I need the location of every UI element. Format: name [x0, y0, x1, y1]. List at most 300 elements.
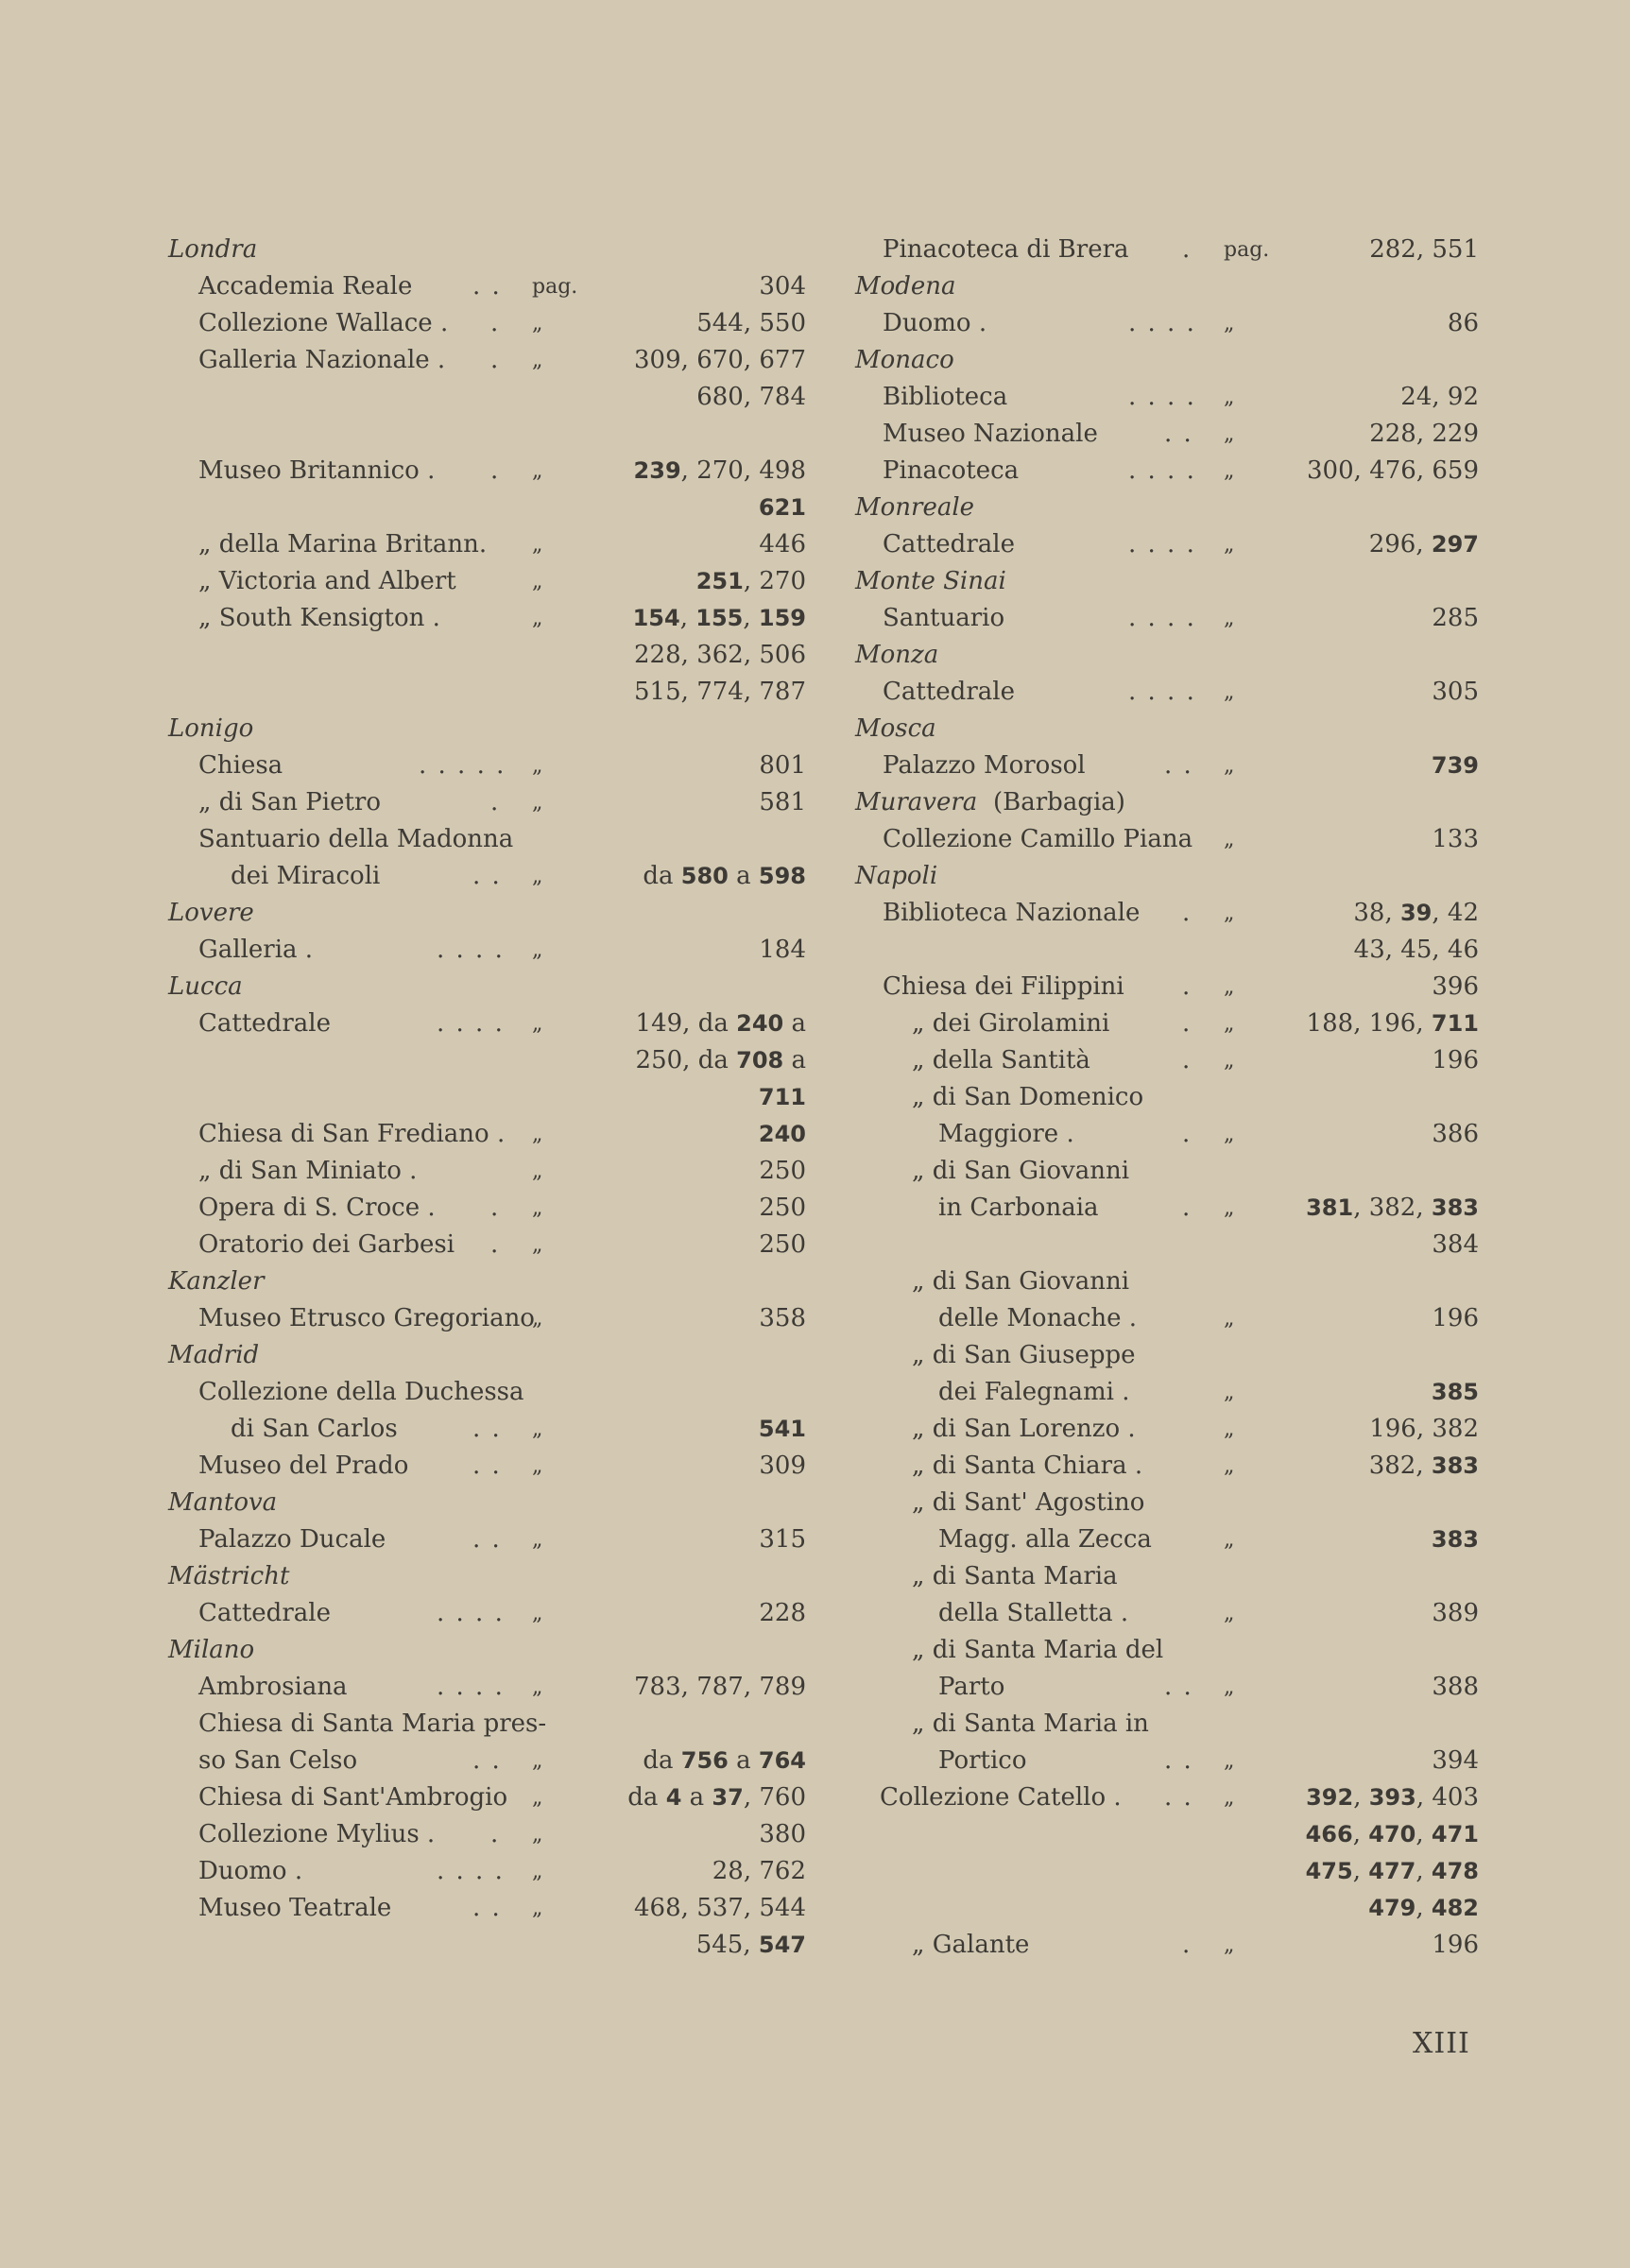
- index-row: [168, 747, 806, 784]
- page-numbers: 188, 196, 711: [1306, 1009, 1479, 1038]
- leader-dots: . .: [472, 1525, 502, 1554]
- leader-dots: .: [490, 1820, 501, 1848]
- leader-dots: .: [1182, 1120, 1192, 1148]
- leader-dots: . . . . .: [419, 751, 506, 780]
- page-prefix: „: [532, 1307, 543, 1331]
- index-row: [855, 379, 1479, 416]
- index-row: [168, 1595, 806, 1632]
- page-numbers: 309: [759, 1452, 806, 1480]
- page-prefix: „: [1224, 1749, 1235, 1773]
- index-row: [168, 416, 806, 453]
- page-prefix: „: [1224, 1528, 1235, 1552]
- page-prefix: „: [1224, 1049, 1235, 1073]
- leader-dots: . .: [1164, 1673, 1193, 1701]
- entry-label: Palazzo Morosol: [883, 751, 1086, 780]
- page-prefix: „: [1224, 1307, 1235, 1331]
- leader-dots: . . . .: [437, 1857, 505, 1885]
- entry-label: di San Carlos: [231, 1415, 398, 1443]
- index-row: [168, 1300, 806, 1337]
- page-numbers: 385: [1431, 1379, 1479, 1405]
- entry-label: Chiesa di San Frediano .: [198, 1120, 506, 1148]
- entry-label: Collezione della Duchessa: [198, 1378, 524, 1406]
- index-row: [855, 1227, 1479, 1263]
- leader-dots: .: [490, 456, 501, 485]
- page-numbers: 468, 537, 544: [634, 1894, 806, 1922]
- page-prefix: „: [1224, 1381, 1235, 1404]
- index-row: [855, 563, 1479, 600]
- index-row: [855, 711, 1479, 747]
- page-numbers: 541: [758, 1416, 806, 1442]
- page-numbers: da 4 a 37, 760: [627, 1783, 806, 1812]
- entry-label: „ di Sant' Agostino: [912, 1488, 1145, 1517]
- entry-label: dei Miracoli: [231, 862, 381, 890]
- index-row: [168, 1743, 806, 1779]
- leader-dots: .: [1182, 1931, 1192, 1959]
- index-row: [855, 1669, 1479, 1706]
- leader-dots: . . . .: [437, 1009, 505, 1038]
- leader-dots: . .: [1164, 751, 1193, 780]
- index-row: [168, 1485, 806, 1521]
- page-prefix: „: [532, 1675, 543, 1699]
- index-row: [168, 1448, 806, 1485]
- page-numbers: 386: [1432, 1120, 1479, 1148]
- index-row: [168, 1116, 806, 1153]
- page-numbers: 285: [1432, 604, 1479, 632]
- page-numbers: 383: [1431, 1526, 1479, 1553]
- page-numbers: 250: [759, 1194, 806, 1222]
- entry-label: Accademia Reale: [198, 272, 413, 301]
- index-row: [168, 1853, 806, 1890]
- entry-label: Pinacoteca: [883, 456, 1020, 485]
- entry-label: „ di San Domenico: [912, 1083, 1144, 1111]
- index-row: [855, 342, 1479, 379]
- entry-label: Cattedrale: [198, 1599, 331, 1627]
- entry-label: Collezione Camillo Piana: [883, 825, 1193, 853]
- place-heading: Monte Sinai: [855, 567, 1006, 595]
- page-prefix: „: [532, 1602, 543, 1625]
- entry-label: Chiesa dei Filippini: [883, 972, 1124, 1001]
- index-row: [855, 1005, 1479, 1042]
- leader-dots: .: [1182, 1046, 1192, 1074]
- index-row: [855, 1632, 1479, 1669]
- index-row: [855, 526, 1479, 563]
- entry-label: so San Celso: [198, 1746, 358, 1775]
- entry-label: Museo Britannico .: [198, 456, 436, 485]
- index-row: [855, 1927, 1479, 1964]
- page-numbers: 24, 92: [1400, 383, 1479, 411]
- page-numbers: 196, 382: [1369, 1415, 1479, 1443]
- page-numbers-continued: 228, 362, 506: [634, 641, 806, 669]
- index-row: [855, 1300, 1479, 1337]
- index-row: [168, 932, 806, 969]
- page-numbers-continued: 43, 45, 46: [1353, 936, 1479, 964]
- entry-label: Ambrosiana: [198, 1673, 348, 1701]
- leader-dots: . .: [472, 1415, 502, 1443]
- page-prefix: „: [532, 754, 543, 778]
- page-numbers: 446: [759, 530, 806, 558]
- entry-label: delle Monache .: [938, 1304, 1138, 1332]
- page-numbers: 133: [1432, 825, 1479, 853]
- page-numbers: 389: [1432, 1599, 1479, 1627]
- entry-label: „ di San Giovanni: [912, 1157, 1130, 1185]
- index-row: [855, 674, 1479, 711]
- page-prefix: „: [532, 533, 543, 557]
- page-prefix: „: [1224, 607, 1235, 630]
- page-numbers: 250: [759, 1230, 806, 1259]
- index-row: [168, 969, 806, 1005]
- index-row: [855, 1743, 1479, 1779]
- leader-dots: . . . .: [437, 1673, 505, 1701]
- place-heading: Kanzler: [168, 1267, 265, 1296]
- page-numbers-continued: 475, 477, 478: [1305, 1857, 1479, 1885]
- index-row: [855, 1521, 1479, 1558]
- index-row: [168, 711, 806, 747]
- index-row: [855, 969, 1479, 1005]
- page-prefix: „: [532, 312, 543, 335]
- entry-label: Chiesa di Santa Maria pres-: [198, 1710, 547, 1738]
- entry-label: „ dei Girolamini: [912, 1009, 1110, 1038]
- leader-dots: . .: [472, 862, 502, 890]
- index-row: [855, 1890, 1479, 1927]
- page-prefix: „: [1224, 312, 1235, 335]
- leader-dots: . . . .: [437, 1599, 505, 1627]
- page-numbers: 228: [759, 1599, 806, 1627]
- entry-label: Pinacoteca di Brera: [883, 235, 1129, 264]
- page-numbers: 388: [1432, 1673, 1479, 1701]
- leader-dots: . . . .: [1128, 456, 1196, 485]
- entry-label: „ di San Miniato .: [198, 1157, 418, 1185]
- page-numbers-continued: 479, 482: [1368, 1894, 1479, 1922]
- entry-label: Museo del Prado: [198, 1452, 409, 1480]
- page-numbers: 392, 393, 403: [1306, 1783, 1479, 1812]
- entry-label: Museo Nazionale: [883, 420, 1098, 448]
- index-row: [168, 784, 806, 821]
- page-prefix: „: [532, 459, 543, 483]
- page-numbers: 783, 787, 789: [634, 1673, 806, 1701]
- page-numbers-continued: 384: [1432, 1230, 1479, 1259]
- page-numbers: 581: [759, 788, 806, 816]
- index-row: [168, 1558, 806, 1595]
- entry-label: „ Victoria and Albert: [198, 567, 456, 595]
- place-heading: Lovere: [168, 899, 254, 927]
- entry-label: Galleria .: [198, 936, 314, 964]
- entry-label: Cattedrale: [883, 530, 1015, 558]
- index-row: [168, 1337, 806, 1374]
- page-numbers: 240: [758, 1121, 806, 1147]
- page-numbers: 801: [759, 751, 806, 780]
- page-prefix: „: [532, 1823, 543, 1847]
- index-row: [855, 1190, 1479, 1227]
- index-row: [168, 1190, 806, 1227]
- page-prefix: „: [1224, 1123, 1235, 1146]
- entry-label: „ di Santa Chiara .: [912, 1452, 1143, 1480]
- page-prefix: „: [1224, 1786, 1235, 1810]
- index-row: [168, 1706, 806, 1743]
- index-row: [855, 1485, 1479, 1521]
- place-heading: Lucca: [168, 972, 243, 1001]
- place-heading: Mantova: [168, 1488, 278, 1517]
- page-numbers-continued: 250, da 708 a: [635, 1046, 806, 1074]
- index-row: [168, 1890, 806, 1927]
- page-prefix: „: [1224, 386, 1235, 409]
- index-row: [855, 1374, 1479, 1411]
- index-row: [168, 232, 806, 268]
- place-heading: Mosca: [855, 714, 936, 743]
- leader-dots: . . . .: [1128, 604, 1196, 632]
- page-numbers: 739: [1431, 752, 1479, 779]
- page-numbers: 296, 297: [1368, 530, 1479, 558]
- entry-label: „ di San Lorenzo .: [912, 1415, 1136, 1443]
- entry-label: Santuario: [883, 604, 1005, 632]
- entry-label: dei Falegnami .: [938, 1378, 1130, 1406]
- index-row: [855, 1042, 1479, 1079]
- index-row: [168, 858, 806, 895]
- page-numbers-continued: 466, 470, 471: [1305, 1820, 1479, 1848]
- index-row: [168, 1632, 806, 1669]
- place-heading: Muravera: [855, 788, 978, 816]
- index-row: [168, 268, 806, 305]
- place-heading: Mästricht: [168, 1562, 290, 1590]
- entry-label: Biblioteca Nazionale: [883, 899, 1141, 927]
- entry-label: Galleria Nazionale .: [198, 346, 446, 374]
- place-heading: Lonigo: [168, 714, 254, 743]
- index-row: [855, 1853, 1479, 1890]
- index-row: [168, 1153, 806, 1190]
- page-numbers: 304: [759, 272, 806, 301]
- page-numbers-continued: 621: [758, 494, 806, 521]
- page-prefix: „: [1224, 422, 1235, 446]
- entry-label: Cattedrale: [198, 1009, 331, 1038]
- entry-label: Cattedrale: [883, 678, 1015, 706]
- page-prefix: „: [532, 1418, 543, 1441]
- place-heading: Monreale: [855, 493, 975, 522]
- index-row: [855, 1116, 1479, 1153]
- index-row: [168, 821, 806, 858]
- index-row: [168, 379, 806, 416]
- index-row: [855, 1411, 1479, 1448]
- index-row: [855, 268, 1479, 305]
- entry-label: „ della Marina Britann.: [198, 530, 488, 558]
- leader-dots: . . . .: [1128, 309, 1196, 337]
- page-numbers-continued: 515, 774, 787: [634, 678, 806, 706]
- index-row: [168, 563, 806, 600]
- index-row: [855, 1263, 1479, 1300]
- index-row: [168, 600, 806, 637]
- entry-label: Chiesa: [198, 751, 283, 780]
- index-row: [168, 526, 806, 563]
- index-row: [855, 1558, 1479, 1595]
- page-number: XIII: [1413, 2027, 1470, 2060]
- index-row: [168, 637, 806, 674]
- leader-dots: . .: [1164, 1783, 1193, 1812]
- page-numbers: 184: [759, 936, 806, 964]
- index-row: [855, 784, 1479, 821]
- place-heading: Milano: [168, 1636, 255, 1664]
- page-prefix: „: [1224, 680, 1235, 704]
- page-prefix: „: [1224, 1675, 1235, 1699]
- index-row: [168, 490, 806, 526]
- entry-label: „ di San Pietro: [198, 788, 382, 816]
- index-row: [855, 232, 1479, 268]
- page-numbers: 394: [1432, 1746, 1479, 1775]
- entry-label: in Carbonaia: [938, 1194, 1099, 1222]
- entry-label: Duomo .: [198, 1857, 303, 1885]
- entry-label: „ South Kensigton .: [198, 604, 440, 632]
- index-row: [855, 1779, 1479, 1816]
- place-heading: Monza: [855, 641, 939, 669]
- page-numbers: 250: [759, 1157, 806, 1185]
- page-prefix: „: [532, 1749, 543, 1773]
- entry-label: della Stalletta .: [938, 1599, 1129, 1627]
- page-prefix: „: [532, 1454, 543, 1478]
- page-prefix: „: [1224, 975, 1235, 999]
- entry-label: Duomo .: [883, 309, 987, 337]
- entry-label: Parto: [938, 1673, 1005, 1701]
- page-prefix: „: [532, 938, 543, 962]
- page-numbers: 196: [1432, 1304, 1479, 1332]
- place-heading: Modena: [855, 272, 956, 301]
- page-numbers: 196: [1432, 1046, 1479, 1074]
- index-row: [168, 1816, 806, 1853]
- page-numbers: 38, 39, 42: [1353, 899, 1479, 927]
- index-row: [855, 747, 1479, 784]
- index-row: [855, 1337, 1479, 1374]
- leader-dots: . .: [472, 1894, 502, 1922]
- page-numbers: 305: [1432, 678, 1479, 706]
- index-row: [855, 1816, 1479, 1853]
- entry-label: „ di San Giovanni: [912, 1267, 1130, 1296]
- index-row: [168, 895, 806, 932]
- index-row: [168, 1411, 806, 1448]
- page-numbers-continued: 711: [758, 1084, 806, 1110]
- page-numbers: da 580 a 598: [643, 862, 806, 890]
- page-prefix: „: [532, 1123, 543, 1146]
- page-prefix: „: [532, 570, 543, 593]
- index-row: [168, 1227, 806, 1263]
- entry-label: „ di Santa Maria del: [912, 1636, 1164, 1664]
- index-row: [855, 1153, 1479, 1190]
- entry-label: Palazzo Ducale: [198, 1525, 386, 1554]
- page-numbers: 544, 550: [696, 309, 806, 337]
- leader-dots: .: [1182, 899, 1192, 927]
- page-prefix: „: [532, 1860, 543, 1883]
- place-heading: Londra: [168, 235, 258, 264]
- page-prefix: pag.: [1224, 238, 1270, 262]
- page-numbers: 300, 476, 659: [1307, 456, 1479, 485]
- page-numbers: 86: [1447, 309, 1479, 337]
- index-row: [168, 1927, 806, 1964]
- index-row: [168, 1374, 806, 1411]
- entry-label: „ di San Giuseppe: [912, 1341, 1136, 1369]
- index-row: [168, 1521, 806, 1558]
- page-numbers-continued: 680, 784: [696, 383, 806, 411]
- page-numbers: da 756 a 764: [643, 1746, 806, 1775]
- page-numbers-continued: 545, 547: [695, 1931, 806, 1959]
- entry-label: Magg. alla Zecca: [938, 1525, 1152, 1554]
- entry-label: Chiesa di Sant'Ambrogio: [198, 1783, 508, 1812]
- page-numbers: 358: [759, 1304, 806, 1332]
- index-row: [168, 1079, 806, 1116]
- leader-dots: . .: [472, 272, 502, 301]
- index-row: [855, 858, 1479, 895]
- page-prefix: „: [532, 1528, 543, 1552]
- page-numbers: 154, 155, 159: [632, 604, 806, 632]
- index-row: [855, 305, 1479, 342]
- leader-dots: .: [1182, 1194, 1192, 1222]
- index-row: [855, 600, 1479, 637]
- page-prefix: „: [1224, 754, 1235, 778]
- entry-label: Collezione Catello .: [880, 1783, 1122, 1812]
- entry-label: Museo Etrusco Gregoriano: [198, 1304, 535, 1332]
- page-numbers: 228, 229: [1369, 420, 1479, 448]
- leader-dots: .: [490, 1230, 501, 1259]
- page-numbers: 396: [1432, 972, 1479, 1001]
- index-row: [168, 305, 806, 342]
- page-numbers: 380: [759, 1820, 806, 1848]
- page-prefix: „: [532, 607, 543, 630]
- index-row: [168, 674, 806, 711]
- index-row: [168, 342, 806, 379]
- page-prefix: „: [1224, 459, 1235, 483]
- page-prefix: „: [1224, 1602, 1235, 1625]
- entry-label: Opera di S. Croce .: [198, 1194, 436, 1222]
- leader-dots: .: [490, 1194, 501, 1222]
- place-heading: Napoli: [855, 862, 938, 890]
- index-row: [855, 416, 1479, 453]
- page-numbers: 28, 762: [712, 1857, 806, 1885]
- leader-dots: .: [1182, 1009, 1192, 1038]
- page-prefix: „: [1224, 1933, 1235, 1957]
- index-row: [855, 1079, 1479, 1116]
- page-prefix: „: [532, 791, 543, 815]
- leader-dots: . . . .: [1128, 383, 1196, 411]
- index-row: [855, 1448, 1479, 1485]
- page-prefix: „: [532, 1233, 543, 1257]
- index-row: [855, 1595, 1479, 1632]
- page-numbers: 381, 382, 383: [1306, 1194, 1479, 1222]
- entry-label: Oratorio dei Garbesi: [198, 1230, 455, 1259]
- page-prefix: „: [532, 865, 543, 888]
- page-prefix: „: [532, 1160, 543, 1183]
- page-numbers: 382, 383: [1368, 1452, 1479, 1480]
- index-row: [168, 1042, 806, 1079]
- index-row: [168, 1005, 806, 1042]
- place-heading-note: (Barbagia): [993, 788, 1125, 816]
- page-prefix: pag.: [532, 275, 578, 299]
- entry-label: Collezione Wallace .: [198, 309, 449, 337]
- entry-label: Portico: [938, 1746, 1027, 1775]
- page-numbers: 282, 551: [1369, 235, 1479, 264]
- leader-dots: . .: [472, 1452, 502, 1480]
- index-row: [855, 490, 1479, 526]
- index-row: [855, 453, 1479, 490]
- page-numbers: 315: [759, 1525, 806, 1554]
- page-prefix: „: [1224, 1012, 1235, 1036]
- index-row: [855, 932, 1479, 969]
- place-heading: Monaco: [855, 346, 954, 374]
- index-row: [855, 895, 1479, 932]
- place-heading: Madrid: [168, 1341, 260, 1369]
- page-numbers: 251, 270: [695, 567, 806, 595]
- entry-label: Santuario della Madonna: [198, 825, 514, 853]
- page-prefix: „: [532, 1196, 543, 1220]
- index-column-right: [855, 232, 1479, 1964]
- page-prefix: „: [1224, 902, 1235, 925]
- leader-dots: .: [1182, 972, 1192, 1001]
- leader-dots: . .: [472, 1746, 502, 1775]
- leader-dots: . .: [1164, 1746, 1193, 1775]
- page-prefix: „: [532, 1786, 543, 1810]
